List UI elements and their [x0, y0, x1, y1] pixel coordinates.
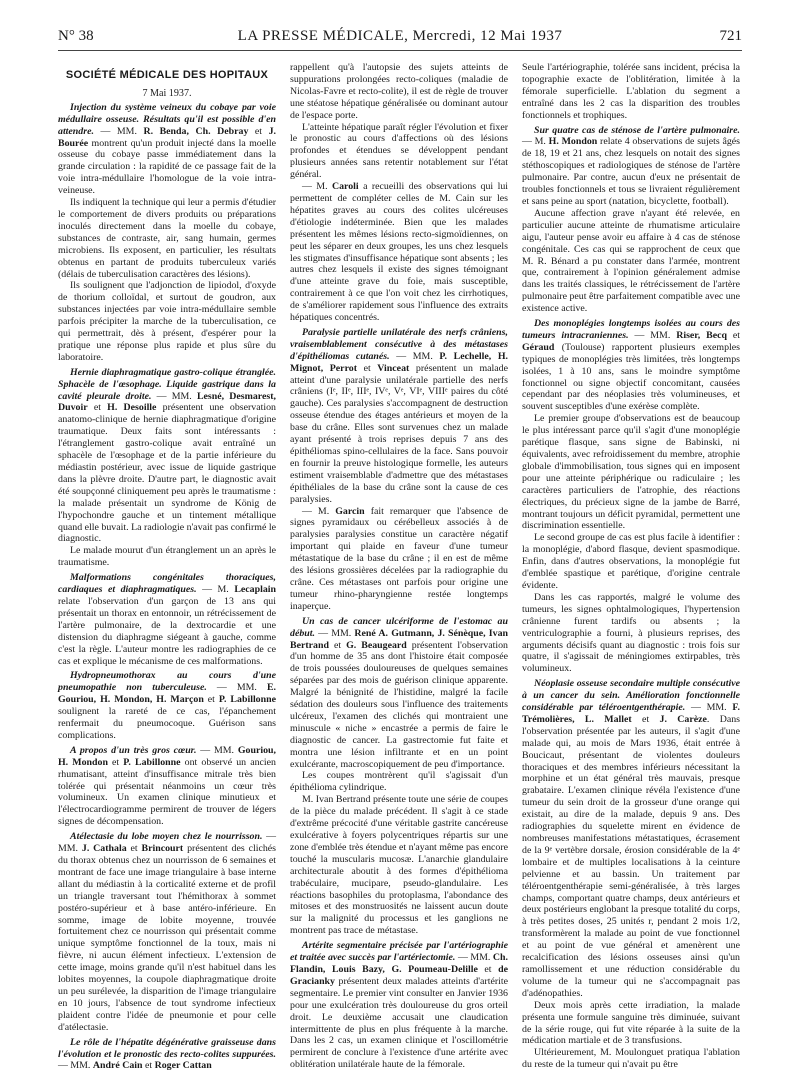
article-paragraph: Artérite segmentaire précisée par l'artériographie et traitée avec succès par l'artériectomie. — MM. Ch. Flandin, Louis Bazy, G. Poumeau-Delille et de Gracianky présentent deux malades atteints d'artérite segmentaire. Le premier vint consulter en Janvier 1936 pour une exulcération très douloureuse du gros orteil droit. Le deuxième accusait une claudication intermittente de plus en plus fréquente à la marche. Dans les 2 cas, un examen clinique et l'oscillométrie permirent de conclure à l'existence d'une artérite avec oblitération unilatérale haute de la fémorale. [290, 940, 508, 1071]
article-paragraph: Atélectasie du lobe moyen chez le nourrisson. — MM. J. Cathala et Brincourt présentent des clichés du thorax obtenus chez un nourrisson de 6 semaines et montrant de face une image triangulaire à base interne allant du médiastin à la corticalité externe et de profil un triangle traversant tout l'hémithorax à sommet postéro-supérieur et à base antéro-inférieure. En somme, image de lobite moyenne, trouvée fortuitement chez ce nourrisson qui présentait comme unique symptôme fonctionnel de la toux, mais ni fièvre, ni aucun élément infectieux. L'extension de cette image, moins grande qu'il n'est habituel dans les lobites moyennes, la coupole diaphragmatique droite un peu surélevée, la disparition de l'image triangulaire en 10 jours, l'absence de tout syndrome infectieux plaident contre l'idée de pneumonie et pour celle d'atélectasie. [58, 831, 277, 1033]
column-2 [290, 62, 508, 1071]
article-paragraph: Hernie diaphragmatique gastro-colique étranglée. Sphacèle de l'œsophage. Liquide gastrique dans la cavité pleurale droite. — MM. Lesné, Desmarest, Duvoir et H. Desoille présentent une observation anatomo-clinique de hernie diaphragmatique d'origine traumatique. Deux faits sont intéressants : l'étranglement gastro-colique avait entraîné un sphacèle de l'œsophage et de la partie inférieure du médiastin postérieur, avec issue de liquide gastrique dans la plèvre droite. D'autre part, le diagnostic avait été soupçonné cliniquement peu après le traumatisme : la malade présentait un syndrome de König de l'hypochondre gauche et un tintement métallique quand elle buvait. La radiologie n'avait pas confirmé le diagnostic. [58, 366, 276, 545]
article-paragraph: L'atteinte hépatique paraît régler l'évolution et fixer le pronostic au cours d'affections où des lésions profondes et étendues se développent pendant plusieurs années sans retentir notablement sur l'état général. [290, 121, 508, 181]
column-1 [58, 62, 276, 1072]
article-paragraph: Dans les cas rapportés, malgré le volume des tumeurs, les signes ophtalmologiques, l'hypertension crânienne furent tardifs ou absents ; la ventriculographie a fourni, à plusieurs reprises, des arguments décisifs quant au diagnostic : trois fois sur quatre, il s'agissait de méningiomes extirpables, très volumineux. [522, 591, 740, 675]
article-paragraph: A propos d'un très gros cœur. — MM. Gouriou, H. Mondon et P. Labillonne ont observé un ancien rhumatisant, atteint d'insuffisance mitrale très bien tolérée qui présentait néanmoins un cœur très volumineux. Un examen clinique minutieux et l'électrocardiogramme permirent de trouver de légers signes de décompensation. [58, 744, 276, 828]
article-paragraph: — M. Garcin fait remarquer que l'absence de signes pyramidaux ou cérébelleux associés à de paralysies paralysies constitue un caractère négatif important qui plaide en faveur d'une tumeur métastatique de la base du crâne ; il en est de même des lésions grossières décelées par la radiographie du crâne. Ces métastases ont parfois pour origine une tumeur rhino-pharyngienne restée longtemps inaperçue. [290, 505, 508, 612]
article-paragraph: Seule l'artériographie, tolérée sans incident, précisa la topographie exacte de l'oblitération, limitée à la fémorale superficielle. L'ablation du segment a entraîné dans les 2 cas la disparition des troubles fonctionnels et trophiques. [522, 62, 740, 121]
article-paragraph: rappellent qu'à l'autopsie des sujets atteints de suppurations prolongées recto-coliques (maladie de Nicolas-Favre et recto-colite), il est de règle de trouver une stéatose hépatique généralisée ou dominant autour de l'espace porte. [290, 62, 508, 121]
article-paragraph: Aucune affection grave n'ayant été relevée, en particulier aucune atteinte de rhumatisme articulaire aigu, l'auteur pense avoir eu affaire à 4 cas de sténose congénitale. Ces cas qui se rapprochent de ceux que M. R. Bénard a pu constater dans l'armée, montrent que, contrairement à l'opinion généralement admise dans les traités classiques, le rétrécissement de l'artère pulmonaire peut être parfaitement compatible avec une existence active. [522, 207, 740, 315]
article-paragraph: Deux mois après cette irradiation, la malade présenta une formule sanguine très diminuée, suivant de la série rouge, qui fut vite réparée à la suite de la médication martiale et de 3 transfusions. [522, 999, 740, 1047]
article-paragraph: Le second groupe de cas est plus facile à identifier : la monoplégie, d'abord flasque, devient spasmodique. Enfin, dans d'autres observations, la monoplégie fut d'emblée spastique et parétique, d'origine centrale évidente. [522, 532, 740, 591]
journal-title: LA PRESSE MÉDICALE, Mercredi, 12 Mai 1937 [237, 28, 563, 44]
column-3 [522, 62, 740, 1071]
article-paragraph: Néoplasie osseuse secondaire multiple consécutive à un cancer du sein. Amélioration fonctionnelle considérable par téléroentgenthérapie. — MM. F. Trémolières, L. Mallet et J. Carèze. Dans l'observation présentée par les auteurs, il s'agit d'une malade qui, au mois de Mars 1936, était entrée à Boucicaut, présentant de violentes douleurs thoraciques et des membres inférieurs nécessitant la morphine et un état général très mauvais, presque grabataire. L'examen clinique révéla l'existence d'une tumeur du sein droit de la grosseur d'une orange qui existait, au dire de la malade, depuis 9 ans. Des radiographies du squelette mirent en évidence de nombreuses manifestations métastatiques, écrasement de la 9ᵉ vertèbre dorsale, érosion considérable de la 4ᵉ lombaire et de multiples localisations à la ceinture pelvienne et au bassin. Un traitement par téléroentgenthérapie semi-généralisée, à très larges champs, comportant quatre champs, deux antérieurs et deux postérieurs englobant la presque totalité du corps, à très petites doses, 25 unités r, pendant 2 mois 1/2, transformèrent la malade au point de vue fonctionnel et au point de vue général et amenèrent une recalcification des lésions osseuses ainsi qu'un ramollissement et une réduction considérable du volume de la tumeur qui ne s'accompagnait pas d'adénopathies. [522, 678, 741, 999]
article-paragraph: Un cas de cancer ulcériforme de l'estomac au début. — MM. René A. Gutmann, J. Sénèque, Ivan Bertrand et G. Beaugeard présentent l'observation d'un homme de 35 ans dont l'histoire était composée de trois poussées douloureuses de quelques semaines séparées par des mois de guérison clinique apparente. Malgré la bénignité de l'histidine, malgré la facile sédation des douleurs sous l'influence des traitements ulcéreux, l'examen des clichés qui montraient une minuscule « niche » encastrée a permis de faire le diagnostic de cancer. La gastrectomie fut faite et montra une lésion infiltrante et en un point exulcérante, macroscopiquement de peu d'importance. [290, 615, 508, 770]
article-paragraph: Injection du système veineux du cobaye par voie médullaire osseuse. Résultats qu'il est possible d'en attendre. — MM. R. Benda, Ch. Debray et J. Bourée montrent qu'un produit injecté dans la moelle osseuse du cobaye passe immédiatement dans la grande circulation : la rapidité de ce passage fait de la voie intra-médullaire l'homologue de la voie intra-veineuse. [58, 101, 276, 197]
article-paragraph: Malformations congénitales thoraciques, cardiaques et diaphragmatiques. — M. Lecaplain relate l'observation d'un garçon de 13 ans qui présentait un thorax en entonnoir, un rétrécissement de l'artère pulmonaire, de la dextrocardie et une distension du diaphragme siégeant à gauche, comme c'est la règle. L'auteur montre les radiographies de ce cas et explique le mécanisme de ces malformations. [58, 572, 277, 667]
issue-number: N° 38 [58, 28, 94, 44]
article-paragraph: Paralysie partielle unilatérale des nerfs crâniens, vraisemblablement consécutive à des métastases d'épithéliomas cutanés. — MM. P. Lechelle, H. Mignot, Perrot et Vinceat présentent un malade atteint d'une paralysie unilatérale partielle des nerfs crâniens (Iᵉ, IIᵉ, IIIᵉ, IVᵉ, Vᵉ, VIᵉ, VIIIᵉ paires du côté gauche). Ces paralysies s'accompagnent de destruction osseuse étendue des étages antérieurs et moyen de la base du crâne. Elles sont survenues chez un malade ayant présenté à trois reprises depuis 7 ans des épithéliomas spino-cellulaires de la face. Sans pouvoir en fournir la preuve histologique formelle, les auteurs estiment vraisemblable d'admettre que des métastases épithéliales de la base du crâne sont la cause de ces paralysies. [290, 326, 508, 505]
page-number: 721 [719, 28, 742, 44]
article-paragraph: Le premier groupe d'observations est de beaucoup le plus intéressant parce qu'il s'agit d'une monoplégie parétique flasque, sans signe de Babinski, ni équivalents, avec refroidissement du membre, atrophie globale d'immobilisation, tous signes qui en imposent pour une atteinte périphérique ou radiculaire ; les caractères particuliers de l'atrophie, des réactions électriques, du précieux signe de la jambe de Barré, montrant toujours un déficit pyramidal, permettent une discrimination essentielle. [522, 413, 740, 532]
header-rule [58, 50, 742, 51]
article-paragraph: Des monoplégies longtemps isolées au cours des tumeurs intracraniennes. — MM. Riser, Becq et Géraud (Toulouse) rapportent plusieurs exemples typiques de monoplégies très limitées, très longtemps isolées, 1 à 10 ans, sans le moindre symptôme fonctionnel ou signe objectif concomitant, causées cependant par des néoplasies très volumineuses, et souvent susceptibles d'une exérèse complète. [522, 318, 741, 413]
article-paragraph: Le malade mourut d'un étranglement un an après le traumatisme. [58, 545, 276, 569]
page-header [58, 28, 742, 50]
session-date: 7 Mai 1937. [142, 87, 192, 99]
section-title: SOCIÉTÉ MÉDICALE DES HOPITAUX [65, 69, 269, 81]
article-paragraph: Ultérieurement, M. Moulonguet pratiqua l'ablation du reste de la tumeur qui n'avait pu être [522, 1047, 740, 1071]
article-paragraph: Sur quatre cas de sténose de l'artère pulmonaire. — M. H. Mondon relate 4 observations de sujets âgés de 18, 19 et 21 ans, chez lesquels on notait des signes stéthoscopiques et radiologiques de sténose de l'artère pulmonaire. Par contre, aucun d'eux ne présentait de troubles fonctionnels et tous se livraient régulièrement et sans peine au sport (natation, bicyclette, football). [522, 124, 741, 207]
article-paragraph: Hydropneumothorax au cours d'une pneumopathie non tuberculeuse. — MM. E. Gouriou, H. Mondon, H. Marçon et P. Labillonne soulignent la rareté de ce cas, l'épanchement renfermait du pneumocoque. Guérison sans complications. [58, 670, 277, 741]
article-paragraph: Ils indiquent la technique qui leur a permis d'étudier le comportement de divers produits ou préparations inoculés directement dans la moelle du cobaye, substances de contraste, air, sang humain, germes microbiens. Ils exposent, en particulier, les résultats obtenus en partant de produits tuberculeux variés (délais de tuberculisation caractères des lésions). [58, 197, 276, 280]
article-paragraph: M. Ivan Bertrand présente toute une série de coupes de la pièce du malade précédent. Il s'agit à ce stade d'extrême précocité d'une véritable gastrite cancéreuse exulcérative à foyers polycentriques répartis sur une zone d'emblée très étendue et n'ayant même pas encore touché la muscularis mucosæ. L'anarchie glandulaire architecturale aboutit à des formes d'épithélioma trabéculaire, mucipare, pseudo-glandulaire. Les réactions basophiles du protoplasma, l'abondance des mitoses et des monstruosités ne laissent aucun doute sur la malignité du processus et les ganglions ne montrent pas trace de métastase. [290, 794, 508, 937]
article-paragraph: — M. Caroli a recueilli des observations qui lui permettent de compléter celles de M. Cain sur les hépatites graves au cours des colites ulcéreuses d'étiologie indéterminée. Bien que les malades présentent les mêmes lésions recto-sigmoïdiennes, on peut les séparer en deux groupes, les uns chez lesquels les stigmates d'insuffisance hépatique sont absents ; les autres chez lesquels il existe des signes témoignant d'une atteinte grave du foie, mais susceptible, contrairement à ce que l'on voit chez les cirrhotiques, de s'améliorer rapidement sous l'influence des extraits hépatiques concentrés. [290, 181, 508, 324]
article-paragraph: Le rôle de l'hépatite dégénérative graisseuse dans l'évolution et le pronostic des recto-colites suppurées. — MM. André Cain et Roger Cattan [58, 1036, 276, 1072]
article-paragraph: Les coupes montrèrent qu'il s'agissait d'un épithélioma cylindrique. [290, 770, 508, 794]
article-paragraph: Ils soulignent que l'adjonction de lipiodol, d'oxyde de thorium colloïdal, et surtout de goudron, aux substances injectées par voie intra-médullaire semble parfois précipiter la marche de la tuberculisation, ce qui permettrait, dès à présent, d'espérer pour la pratique une réponse plus rapide et plus sûre du laboratoire. [58, 280, 276, 363]
